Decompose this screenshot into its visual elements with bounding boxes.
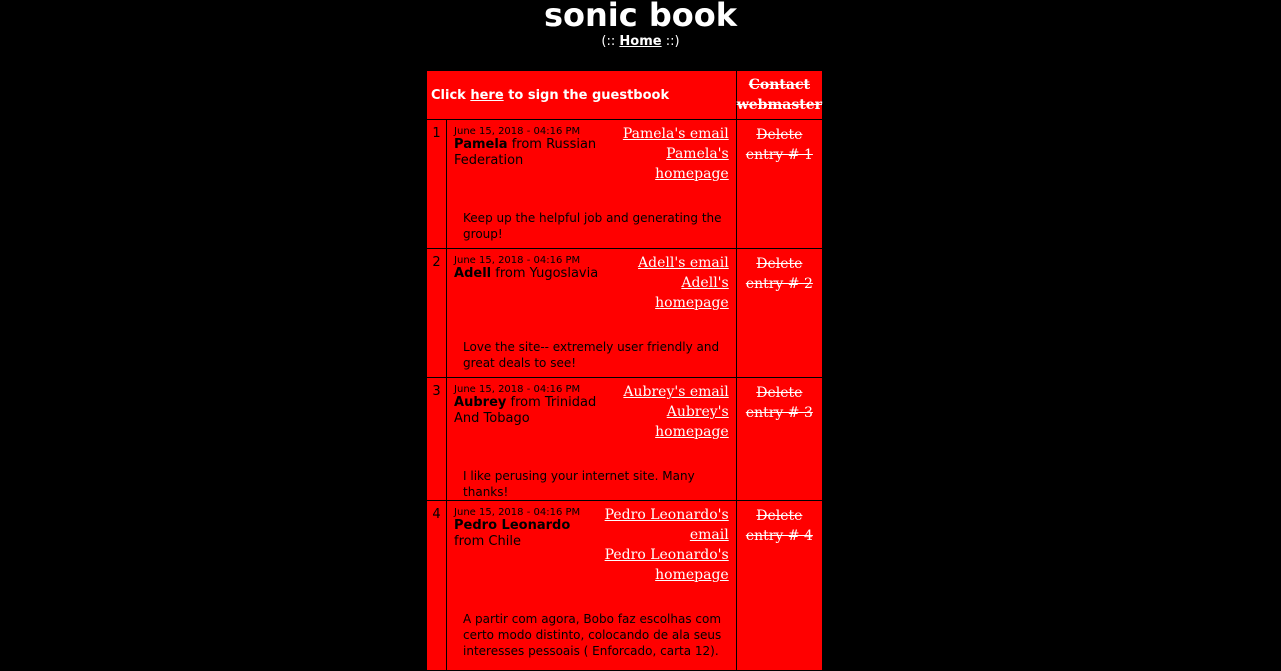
delete-entry-link[interactable] bbox=[736, 378, 822, 501]
entry-row bbox=[427, 378, 823, 501]
sign-guestbook-cell bbox=[427, 71, 737, 120]
entry-location: from Trinidad And Tobago bbox=[454, 395, 597, 426]
sign-text-1: Click bbox=[431, 87, 466, 103]
delete-entry-label: Delete entry # 4 bbox=[745, 508, 813, 544]
entry-message: A partir com agora, Bobo faz escolhas com certo modo distinto, colocando de ala seus interesses pessoais ( Enforcado, carta 12). bbox=[463, 612, 722, 658]
entry-author: Pedro Leonardo bbox=[454, 518, 571, 533]
entry-date: June 15, 2018 - 04:16 PM bbox=[454, 126, 581, 137]
entry-author: Pamela bbox=[454, 137, 508, 152]
nav-bar bbox=[0, 33, 1281, 50]
entry-content bbox=[447, 249, 737, 378]
delete-entry-label: Delete entry # 2 bbox=[745, 256, 813, 292]
entry-message: Keep up the helpful job and generating the group! bbox=[463, 211, 722, 241]
page-header bbox=[0, 0, 1281, 50]
entry-content bbox=[447, 120, 737, 249]
entry-author: Adell bbox=[454, 266, 492, 281]
delete-entry-link[interactable] bbox=[736, 501, 822, 671]
entry-email-link[interactable]: Aubrey's email bbox=[623, 384, 729, 400]
entry-date: June 15, 2018 - 04:16 PM bbox=[454, 384, 581, 395]
entry-content bbox=[447, 501, 737, 671]
contact-webmaster-link[interactable]: Contact webmaster bbox=[736, 71, 822, 120]
sign-guestbook-link[interactable]: here bbox=[470, 87, 504, 103]
entry-row bbox=[427, 249, 823, 378]
delete-entry-label: Delete entry # 1 bbox=[745, 127, 813, 163]
entry-message: Love the site-- extremely user friendly and great deals to see! bbox=[463, 340, 720, 370]
entry-author: Aubrey bbox=[454, 395, 507, 410]
entry-homepage-link[interactable]: Aubrey's homepage bbox=[655, 404, 729, 440]
entry-message: I like perusing your internet site. Many thanks! bbox=[463, 469, 695, 499]
entry-location: from Chile bbox=[454, 534, 521, 549]
guestbook-table bbox=[426, 70, 823, 671]
nav-suffix: ::) bbox=[665, 34, 680, 49]
guestbook-header-row bbox=[427, 71, 823, 120]
delete-entry-link[interactable] bbox=[736, 120, 822, 249]
entry-email-link[interactable]: Pamela's email bbox=[622, 126, 729, 142]
entry-row bbox=[427, 501, 823, 671]
entry-location: from Russian Federation bbox=[454, 137, 597, 168]
entry-date: June 15, 2018 - 04:16 PM bbox=[454, 507, 581, 518]
home-link[interactable]: Home bbox=[619, 34, 662, 49]
entry-content bbox=[447, 378, 737, 501]
entry-homepage-link[interactable]: Pedro Leonardo's homepage bbox=[604, 547, 729, 583]
nav-prefix: (:: bbox=[601, 34, 616, 49]
sign-text-2: to sign the guestbook bbox=[508, 87, 670, 103]
entry-date: June 15, 2018 - 04:16 PM bbox=[454, 255, 581, 266]
delete-entry-link[interactable] bbox=[736, 249, 822, 378]
delete-entry-label: Delete entry # 3 bbox=[745, 385, 813, 421]
entry-row bbox=[427, 120, 823, 249]
entry-number: 1 bbox=[427, 120, 447, 249]
entry-number: 2 bbox=[427, 249, 447, 378]
entry-homepage-link[interactable]: Adell's homepage bbox=[655, 275, 729, 311]
entry-email-link[interactable]: Pedro Leonardo's email bbox=[604, 507, 729, 543]
entry-homepage-link[interactable]: Pamela's homepage bbox=[655, 146, 729, 182]
page-title: sonic book bbox=[543, 0, 738, 34]
entry-number: 3 bbox=[427, 378, 447, 501]
entry-number: 4 bbox=[427, 501, 447, 671]
entry-email-link[interactable]: Adell's email bbox=[638, 255, 729, 271]
entry-location: from Yugoslavia bbox=[495, 266, 599, 281]
